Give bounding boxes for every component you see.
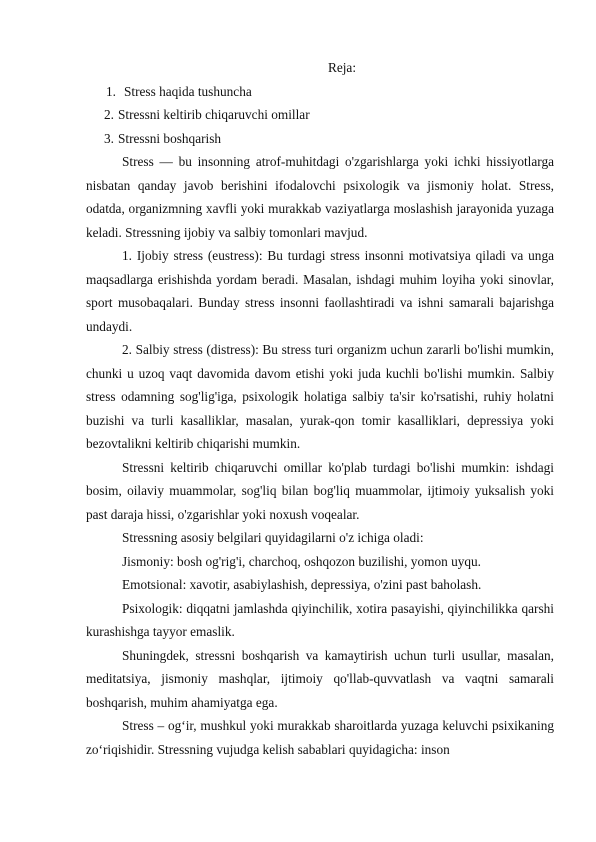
outline-item <box>86 127 554 151</box>
outline-number: 3. <box>104 130 114 146</box>
paragraph-physical-symptoms: Jismoniy: bosh og'rig'i, charchoq, oshqozon buzilishi, yomon uyqu. <box>122 553 481 569</box>
outline-item <box>86 80 554 104</box>
outline-item <box>86 103 554 127</box>
outline-text: Stress haqida tushuncha <box>123 83 252 99</box>
paragraph-stress-causes: Stress – og‘ir, mushkul yoki murakkab sharoitlarda yuzaga keluvchi psixikaning zo‘riqishidir. Stressning vujudga kelish sabablari quyidagicha: inson <box>86 718 554 757</box>
document-body <box>86 56 554 761</box>
paragraph-stress-management: Shuningdek, stressni boshqarish va kamaytirish uchun turli usullar, masalan, meditatsiya, jismoniy mashqlar, ijtimoiy qo'llab-quvvatlash va vaqtni samarali boshqarish, muhim ahamiyatga ega. <box>86 647 554 710</box>
document-title: Reja: <box>327 60 357 75</box>
paragraph-emotional-symptoms: Emotsional: xavotir, asabiylashish, depressiya, o'zini past baholash. <box>122 577 482 592</box>
paragraph-stress-definition: Stress — bu insonning atrof-muhitdagi o'zgarishlarga yoki ichki hissiyotlarga nisbatan qanday javob berishini ifodalovchi psixologik va jismoniy holat. Stress, odatda, organizmning xavfli yoki murakkab vaziyatlarga moslashish jarayonida yuzaga keladi. Stressning ijobiy va salbiy tomonlari mavjud. <box>86 154 554 240</box>
paragraph-distress: 2. Salbiy stress (distress): Bu stress turi organizm uchun zararli bo'lishi mumkin, chunki u uzoq vaqt davomida davom etishi yoki juda kuchli bo'lishi mumkin. Salbiy stress odamning sog'lig'iga, psixologik holatiga salbiy ta'sir ko'rsatishi, ruhiy holatni buzishi va turli kasalliklar, masalan, yurak-qon tomir kasalliklari, depressiya yoki bezovtalikni keltirib chiqarishi mumkin. <box>86 342 554 451</box>
outline-text: Stressni boshqarish <box>117 130 222 146</box>
outline-text: Stressni keltirib chiqaruvchi omillar <box>117 107 310 122</box>
outline-number: 1. <box>106 83 116 99</box>
outline-number: 2. <box>104 107 114 122</box>
paragraph-symptoms-intro: Stressning asosiy belgilari quyidagilarni o'z ichiga oladi: <box>122 530 424 545</box>
paragraph-stress-factors: Stressni keltirib chiqaruvchi omillar ko'plab turdagi bo'lishi mumkin: ishdagi bosim, oilaviy muammolar, sog'liq bilan bog'liq muammolar, ijtimoiy yuksalish yoki past daraja hissi, o'zgarishlar yoki noxush voqealar. <box>86 459 554 522</box>
paragraph-psychological-symptoms: Psixologik: diqqatni jamlashda qiyinchilik, xotira pasayishi, qiyinchilikka qarshi kurashishga tayyor emaslik. <box>86 600 554 639</box>
paragraph-eustress: 1. Ijobiy stress (eustress): Bu turdagi stress insonni motivatsiya qiladi va unga maqsadlarga erishishda yordam beradi. Masalan, ishdagi muhim loyiha yoki sinovlar, sport musobaqalari. Bunday stress insonni faollashtiradi va ishni samarali bajarishga undaydi. <box>86 248 554 334</box>
